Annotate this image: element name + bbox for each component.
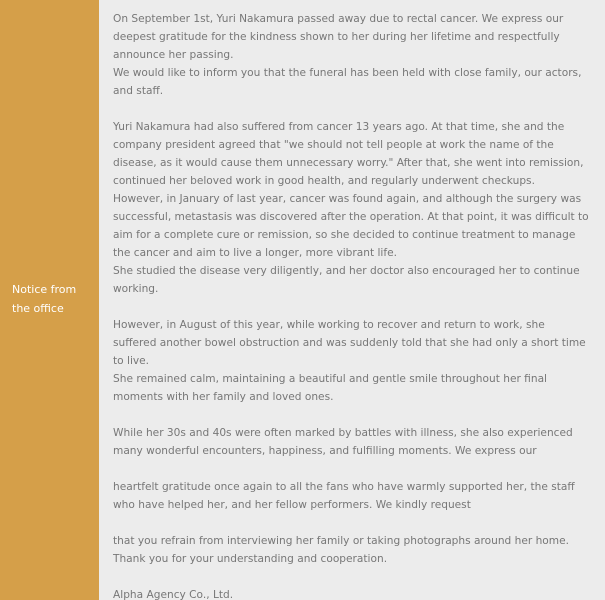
paragraph-gratitude-2: heartfelt gratitude once again to all the fans who have warmly supported her, the staff who have helped her, and her fellow performers. We kindly request	[113, 481, 575, 511]
history-line-2: However, in January of last year, cancer was found again, and although the surgery was successful, metastasis was discovered after the operation. At that point, it was difficult to aim for a complete cure or remission, so she decided to continue treatment to manage the cancer and aim to live a longer, more vibrant life.	[113, 193, 589, 259]
paragraph-request: that you refrain from interviewing her family or taking photographs around her home. Thank you for your understanding and cooperation.	[113, 535, 569, 565]
sidebar-label	[12, 280, 96, 318]
paragraph-gratitude-1: While her 30s and 40s were often marked by battles with illness, she also experienced many wonderful encounters, happiness, and fulfilling moments. We express our	[113, 427, 573, 457]
sidebar-label-line-1: Notice from	[12, 283, 77, 296]
final-months-line-1: However, in August of this year, while working to recover and return to work, she suffered another bowel obstruction and was suddenly told that she had only a short time to live.	[113, 319, 586, 367]
history-line-1: Yuri Nakamura had also suffered from cancer 13 years ago. At that time, she and the company president agreed that "we should not tell people at work the name of the disease, as it would cause them unnecessary worry." After that, she went into remission, continued her beloved work in good health, and regularly underwent checkups.	[113, 121, 584, 187]
paragraph-history	[113, 118, 591, 298]
paragraph-final-months	[113, 316, 591, 406]
announcement-line: On September 1st, Yuri Nakamura passed away due to rectal cancer. We express our deepest gratitude for the kindness shown to her during her lifetime and respectfully announce her passing.	[113, 13, 564, 61]
signature: Alpha Agency Co., Ltd.	[113, 589, 234, 600]
paragraph-announcement	[113, 10, 591, 100]
history-line-3: She studied the disease very diligently, and her doctor also encouraged her to continue working.	[113, 265, 580, 295]
funeral-line: We would like to inform you that the funeral has been held with close family, our actors, and staff.	[113, 67, 582, 97]
sidebar-label-line-2: the office	[12, 302, 64, 315]
final-months-line-2: She remained calm, maintaining a beautiful and gentle smile throughout her final moments with her family and loved ones.	[113, 373, 548, 403]
sidebar	[0, 0, 99, 600]
notice-content	[99, 0, 605, 600]
